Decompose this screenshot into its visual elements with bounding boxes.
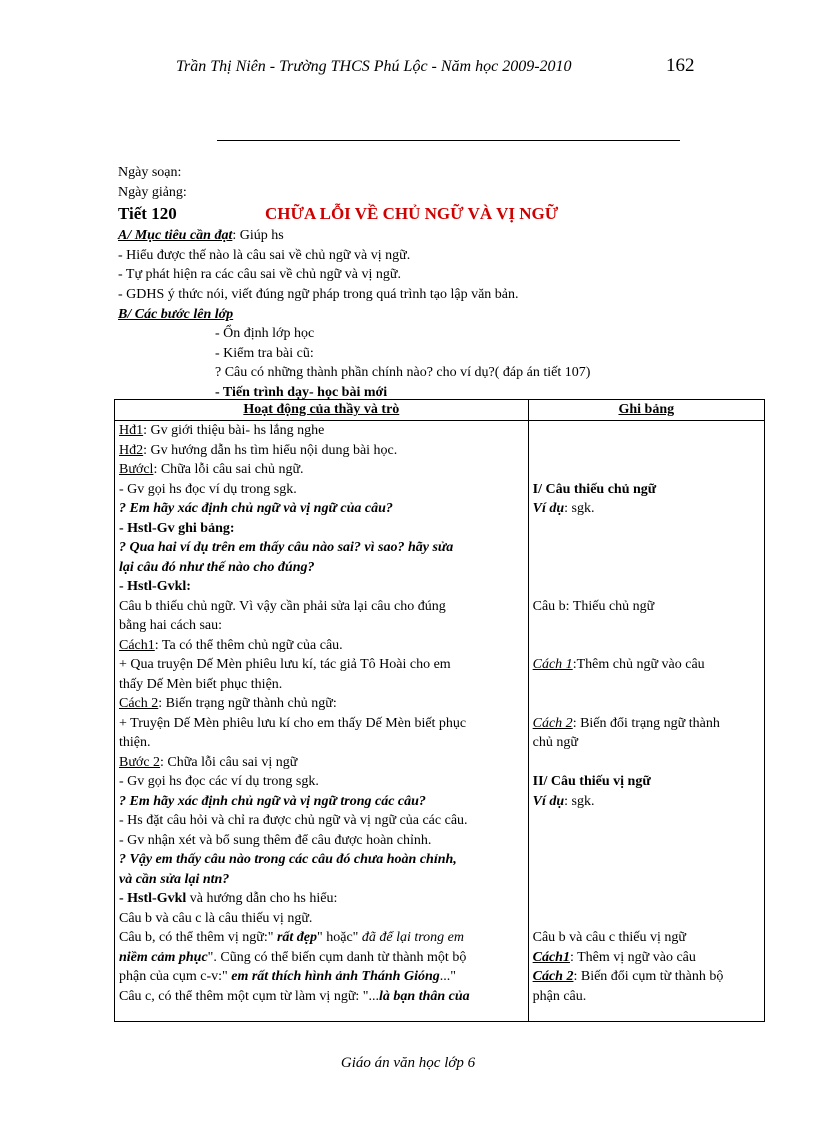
step-item: ? Câu có những thành phần chính nào? cho ví dụ?( đáp án tiết 107) [215,365,591,381]
activity-line: + Qua truyện Dế Mèn phiêu lưu kí, tác giả Tô Hoài cho em [119,657,451,672]
step-item: - Kiểm tra bài cũ: [215,345,314,361]
board-line: phận câu. [532,988,587,1004]
activity-line: thiện. [119,735,151,750]
step-item: - Ổn định lớp học [215,326,315,342]
lesson-table [114,399,765,1022]
board-line: Ví dụ: sgk. [532,501,595,516]
activity-line: niềm cảm phục". Cũng có thể biến cụm danh từ thành một bộ [119,949,467,965]
board-heading: II/ Câu thiếu vị ngữ [532,774,651,789]
board-line: Cách1: Thêm vị ngữ vào câu [532,949,696,965]
question-line: ? Em hãy xác định chủ ngữ và vị ngữ trong các câu? [119,793,426,809]
activity-line: Hđ2: Gv hướng dẫn hs tìm hiểu nội dung bài học. [119,442,398,458]
section-a-heading: A/ Mục tiêu cần đạt: Giúp hs [118,228,284,244]
activity-line: - Gv gọi hs đọc các ví dụ trong sgk. [119,774,319,789]
question-line: và cần sửa lại ntn? [119,871,230,887]
activity-line: - Hs đặt câu hỏi và chỉ ra được chủ ngữ và vị ngữ của các câu. [119,813,468,828]
date-taught: Ngày giảng: [118,184,187,200]
board-line: Cách 2: Biến đổi trạng ngữ thành [532,715,720,731]
activity-line: Hđ1: Gv giới thiệu bài- hs lắng nghe [119,423,325,438]
column-header-activities: Hoạt động của thầy và trò [115,400,529,421]
activity-line: - Hstl-Gv ghi bảng: [119,520,235,536]
activity-line: + Truyện Dế Mèn phiêu lưu kí cho em thấy Dế Mèn biết phục [119,715,467,731]
date-prepared: Ngày soạn: [118,165,182,180]
question-line: lại câu đó như thế nào cho đúng? [119,559,315,575]
activity-line: Câu b và câu c là câu thiếu vị ngữ. [119,910,313,926]
activity-line: Bướcl: Chữa lỗi câu sai chủ ngữ. [119,462,304,477]
activity-line: Câu b, có thể thêm vị ngữ:" rất đẹp" hoặc" đã để lại trong em [119,930,465,945]
header-rule [217,140,680,141]
activity-line: Câu b thiếu chủ ngữ. Vì vậy cần phải sửa lại câu cho đúng [119,598,446,614]
lesson-title: CHỮA LỖI VỀ CHỦ NGỮ VÀ VỊ NGỮ [265,204,559,224]
activity-line: Cách 2: Biến trạng ngữ thành chủ ngữ: [119,696,337,711]
activity-line: - Hstl-Gvkl và hướng dẫn cho hs hiểu: [119,891,338,906]
activity-line: - Gv gọi hs đọc ví dụ trong sgk. [119,481,297,497]
goal-item: - Tự phát hiện ra các câu sai về chủ ngữ và vị ngữ. [118,267,401,283]
process-heading: - Tiến trình dạy- học bài mới [215,384,388,400]
lesson-intro [118,163,678,403]
activity-line: Cách1: Ta có thể thêm chủ ngữ của câu. [119,637,343,653]
board-line: Câu b và câu c thiếu vị ngữ [532,930,687,945]
activity-line: - Gv nhận xét và bổ sung thêm để câu được hoàn chỉnh. [119,832,432,848]
running-title: Trần Thị Niên - Trường THCS Phú Lộc - Năm học 2009-2010 [176,58,572,75]
activity-line: Bước 2: Chữa lỗi câu sai vị ngữ [119,754,298,770]
page-footer: Giáo án văn học lớp 6 [340,1055,476,1071]
board-line: Ví dụ: sgk. [532,793,595,809]
question-line: ? Em hãy xác định chủ ngữ và vị ngữ của câu? [119,501,393,516]
title-row [118,202,678,226]
activity-line: Câu c, có thể thêm một cụm từ làm vị ngữ: "...là bạn thân của [119,988,470,1004]
question-line: ? Vậy em thấy câu nào trong các câu đó chưa hoàn chỉnh, [119,852,457,867]
page-number: 162 [666,55,695,76]
column-header-board: Ghi bảng [528,400,764,421]
activity-line: thấy Dế Mèn biết phục thiện. [119,676,283,692]
board-line: chủ ngữ [532,735,578,750]
board-line: Cách 2: Biến đổi cụm từ thành bộ [532,969,724,984]
section-b-heading: B/ Các bước lên lớp [118,306,234,322]
board-cell [528,421,764,1022]
activity-line: - Hstl-Gvkl: [119,579,191,594]
question-line: ? Qua hai ví dụ trên em thấy câu nào sai? vì sao? hãy sửa [119,540,454,555]
activity-line: bằng hai cách sau: [119,618,223,633]
goal-item: - Hiểu được thế nào là câu sai về chủ ngữ và vị ngữ. [118,247,411,263]
activities-cell [115,421,529,1022]
lesson-number: Tiết 120 [118,204,177,224]
board-line: Cách 1:Thêm chủ ngữ vào câu [532,657,705,672]
board-line: Câu b: Thiếu chủ ngữ [532,598,655,614]
board-heading: I/ Câu thiếu chủ ngữ [532,481,657,497]
goal-item: - GDHS ý thức nói, viết đúng ngữ pháp trong quá trình tạo lập văn bản. [118,286,519,302]
activity-line: phận của cụm c-v:" em rất thích hình ảnh Thánh Gióng..." [119,969,456,984]
